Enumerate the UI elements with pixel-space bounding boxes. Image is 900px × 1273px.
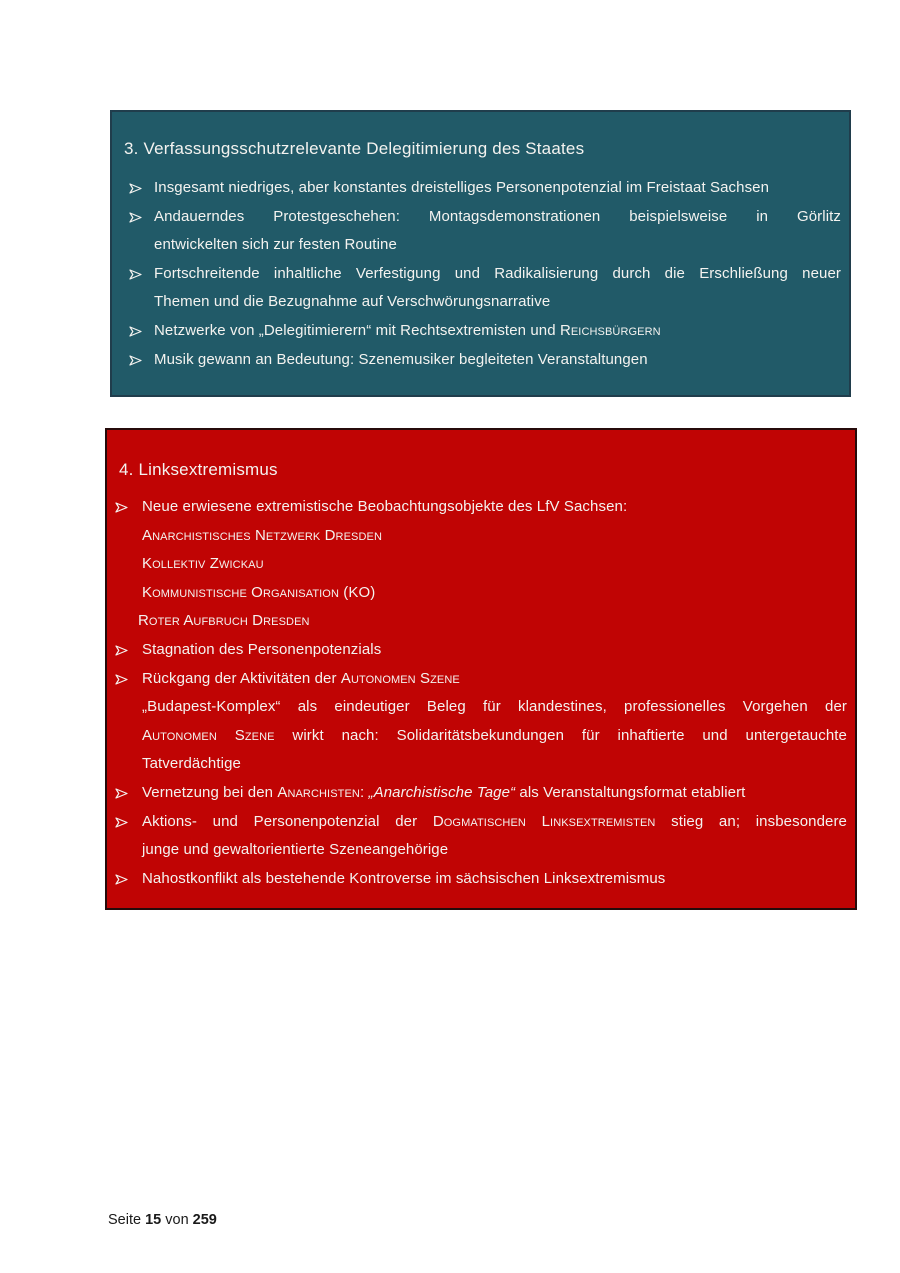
- text-line: [142, 750, 847, 779]
- list-item: [115, 693, 847, 779]
- text-segment: wirkt nach: Solidaritätsbekundungen für inhaftierte und untergetauchte: [274, 726, 847, 744]
- text-line: [142, 836, 847, 865]
- box-heading: 4. Linksextremismus: [119, 460, 278, 479]
- text-segment: „Anarchistische Tage“: [368, 783, 516, 801]
- text-line: [142, 865, 847, 894]
- text-segment: Seite: [108, 1212, 146, 1228]
- summary-box-linksextremismus: [105, 428, 857, 910]
- text-line: [142, 550, 847, 579]
- list-item: [115, 522, 847, 551]
- bullet-arrow-icon: [129, 317, 154, 337]
- list-item: [129, 317, 841, 346]
- bullet-arrow-icon: [115, 865, 142, 885]
- text-line: [142, 636, 847, 665]
- text-segment: Rückgang der Aktivitäten der: [142, 669, 341, 687]
- text-segment: 259: [192, 1212, 217, 1228]
- list-item: [115, 865, 847, 894]
- list-item: [115, 808, 847, 865]
- item-text: [142, 579, 847, 608]
- bullet-arrow-icon: [115, 665, 142, 685]
- item-text: [154, 317, 841, 346]
- list-item: [115, 550, 847, 579]
- text-segment: stieg an; insbesondere: [655, 812, 847, 830]
- list-item: [115, 779, 847, 808]
- text-line: [142, 808, 847, 837]
- text-segment: Autonomen Szene: [340, 669, 460, 687]
- text-segment: Reichsbürgern: [559, 321, 661, 339]
- item-text: [154, 260, 841, 317]
- text-segment: Andauerndes Protestgeschehen: Montagsdemonstrationen beispielsweise in Görlitz: [154, 207, 841, 225]
- item-text: [154, 203, 841, 260]
- item-text: [138, 607, 847, 636]
- text-segment: Anarchisten: [277, 783, 360, 801]
- bullet-list: [124, 174, 841, 374]
- text-line: [154, 260, 841, 289]
- bullet-arrow-icon: [129, 346, 154, 366]
- list-item: [115, 493, 847, 522]
- item-text: [154, 174, 841, 203]
- text-segment: Kollektiv Zwickau: [142, 555, 264, 573]
- item-text: [142, 522, 847, 551]
- bullet-arrow-icon: [115, 808, 142, 828]
- list-item: [115, 636, 847, 665]
- item-text: [142, 665, 847, 694]
- bullet-list: [119, 493, 847, 893]
- text-line: [154, 346, 841, 375]
- text-segment: junge und gewaltorientierte Szeneangehörige: [142, 841, 449, 859]
- text-segment: Vernetzung bei den: [142, 783, 278, 801]
- text-line: [154, 288, 841, 317]
- text-line: [142, 522, 847, 551]
- item-text: [142, 808, 847, 865]
- text-segment: 15: [145, 1212, 162, 1228]
- summary-box-delegitimierung: [110, 110, 851, 397]
- text-segment: Anarchistisches Netzwerk Dresden: [142, 526, 383, 544]
- text-segment: Nahostkonflikt als bestehende Kontroverse im sächsischen Linksextremismus: [142, 869, 666, 887]
- bullet-arrow-icon: [129, 260, 154, 280]
- text-segment: Roter Aufbruch Dresden: [138, 612, 310, 630]
- text-segment: :: [359, 783, 369, 801]
- text-segment: Insgesamt niedriges, aber konstantes dreistelliges Personenpotenzial im Freistaat Sachsen: [154, 179, 770, 196]
- bullet-arrow-icon: [129, 203, 154, 223]
- text-line: [154, 174, 841, 203]
- list-item: [129, 174, 841, 203]
- list-item: [129, 203, 841, 260]
- text-segment: Dogmatischen Linksextremisten: [432, 812, 656, 830]
- text-segment: „Budapest-Komplex“ als eindeutiger Beleg für klandestines, professionelles Vorgehen der: [142, 698, 847, 716]
- text-line: [142, 779, 847, 808]
- item-text: [142, 693, 847, 779]
- list-item: [129, 260, 841, 317]
- text-line: [142, 693, 847, 722]
- text-line: [138, 607, 847, 636]
- text-line: [142, 722, 847, 751]
- page-number: [108, 1210, 217, 1230]
- text-line: [154, 203, 841, 232]
- text-segment: Themen und die Bezugnahme auf Verschwörungsnarrative: [154, 293, 551, 311]
- text-line: [142, 665, 847, 694]
- text-segment: Autonomen Szene: [142, 726, 275, 744]
- item-text: [142, 493, 847, 522]
- bullet-arrow-icon: [115, 779, 142, 799]
- item-text: [154, 346, 841, 375]
- text-segment: Netzwerke von „Delegitimierern“ mit Rechtsextremisten und: [154, 321, 560, 339]
- text-segment: als Veranstaltungsformat etabliert: [515, 783, 746, 801]
- list-item: [115, 579, 847, 608]
- item-text: [142, 636, 847, 665]
- item-text: [142, 865, 847, 894]
- text-line: [142, 579, 847, 608]
- bullet-arrow-icon: [115, 636, 142, 656]
- text-segment: entwickelten sich zur festen Routine: [154, 236, 397, 254]
- text-segment: Tatverdächtige: [142, 755, 241, 773]
- text-segment: Neue erwiesene extremistische Beobachtungsobjekte des LfV Sachsen:: [142, 498, 628, 515]
- bullet-arrow-icon: [129, 174, 154, 194]
- bullet-arrow-icon: [115, 493, 142, 513]
- text-line: [154, 317, 841, 346]
- text-line: [154, 231, 841, 260]
- text-segment: Musik gewann an Bedeutung: Szenemusiker begleiteten Veranstaltungen: [154, 350, 648, 368]
- list-item: [129, 346, 841, 375]
- text-segment: Fortschreitende inhaltliche Verfestigung und Radikalisierung durch die Erschließung neuer: [154, 264, 841, 282]
- box-heading: 3. Verfassungsschutzrelevante Delegitimierung des Staates: [124, 139, 585, 158]
- text-segment: Aktions- und Personenpotenzial der: [142, 812, 433, 830]
- text-line: [142, 493, 847, 522]
- item-text: [142, 550, 847, 579]
- text-segment: von: [161, 1212, 193, 1228]
- list-item: [115, 665, 847, 694]
- text-segment: Kommunistische Organisation (KO): [142, 583, 376, 601]
- item-text: [142, 779, 847, 808]
- text-segment: Stagnation des Personenpotenzials: [142, 640, 382, 658]
- list-item: [115, 607, 847, 636]
